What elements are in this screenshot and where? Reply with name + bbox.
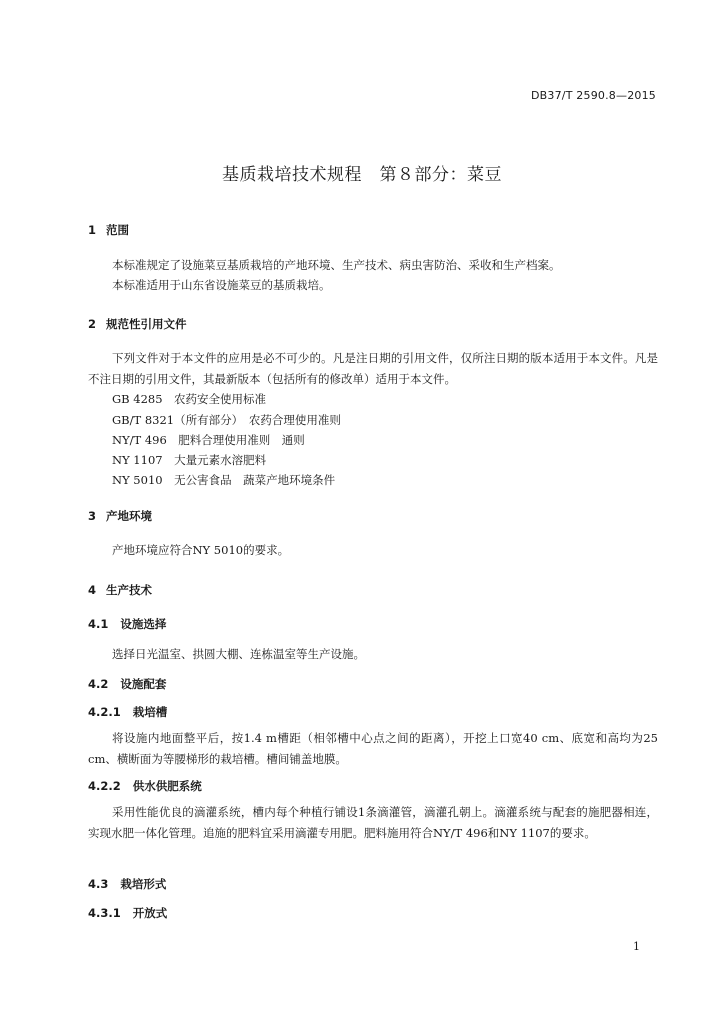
- standard-code: DB37/T 2590.8—2015: [530, 89, 656, 102]
- section-number: 4: [88, 583, 97, 597]
- reference-item: GB 4285 农药安全使用标准: [112, 392, 267, 406]
- reference-item: NY 1107 大量元素水溶肥料: [112, 453, 267, 467]
- subsection-4-2-heading: [88, 676, 166, 692]
- paragraph: 下列文件对于本文件的应用是必不可少的。凡是注日期的引用文件，仅所注日期的版本适用于本文件。凡是不注日期的引用文件，其最新版本（包括所有的修改单）适用于本文件。: [88, 351, 658, 386]
- section-title: 生产技术: [106, 583, 152, 597]
- paragraph: 将设施内地面整平后，按1.4 m槽距（相邻槽中心点之间的距离），开挖上口宽40 cm、底宽和高均为25 cm、横断面为等腰梯形的栽培槽。槽间铺盖地膜。: [88, 731, 658, 766]
- section-title: 栽培槽: [132, 705, 168, 719]
- section-3-heading: [88, 508, 152, 524]
- paragraph: 采用性能优良的滴灌系统，槽内每个种植行铺设1条滴灌管，滴灌孔朝上。滴灌系统与配套的施肥器相连，实现水肥一体化管理。追施的肥料宜采用滴灌专用肥。肥料施用符合NY/T 496和NY 1107的要求。: [88, 805, 658, 840]
- section-title: 开放式: [132, 906, 168, 920]
- section-4-heading: [88, 582, 152, 598]
- section-1-heading: [88, 222, 129, 238]
- section-title: 范围: [106, 223, 129, 237]
- section-title: 规范性引用文件: [106, 317, 187, 331]
- subsection-4-2-2-heading: [88, 778, 202, 794]
- section-2-heading: [88, 316, 187, 332]
- section-number: 2: [88, 317, 97, 331]
- paragraph: 本标准规定了设施菜豆基质栽培的产地环境、生产技术、病虫害防治、采收和生产档案。: [112, 258, 561, 272]
- section-title: 栽培形式: [120, 877, 167, 891]
- section-title: 设施选择: [120, 617, 167, 631]
- subsection-4-2-1-heading: [88, 704, 167, 720]
- section-title: 产地环境: [106, 509, 152, 523]
- section-number: 4.1: [88, 617, 109, 631]
- section-number: 4.3: [88, 877, 109, 891]
- section-number: 3: [88, 509, 97, 523]
- section-number: 4.2.2: [88, 779, 121, 793]
- page-number: 1: [633, 940, 640, 953]
- section-number: 1: [88, 223, 97, 237]
- reference-item: NY 5010 无公害食品 蔬菜产地环境条件: [112, 473, 336, 487]
- paragraph: 本标准适用于山东省设施菜豆的基质栽培。: [112, 278, 331, 292]
- reference-item: GB/T 8321（所有部分） 农药合理使用准则: [112, 413, 341, 427]
- subsection-4-3-heading: [88, 876, 166, 892]
- paragraph: 选择日光温室、拱圆大棚、连栋温室等生产设施。: [112, 647, 365, 661]
- section-title: 供水供肥系统: [132, 779, 202, 793]
- document-title: 基质栽培技术规程 第８部分：菜豆: [222, 165, 502, 185]
- section-number: 4.3.1: [88, 906, 121, 920]
- subsection-4-1-heading: [88, 616, 166, 632]
- section-number: 4.2: [88, 677, 109, 691]
- section-number: 4.2.1: [88, 705, 121, 719]
- paragraph: 产地环境应符合NY 5010的要求。: [112, 543, 290, 557]
- reference-item: NY/T 496 肥料合理使用准则 通则: [112, 433, 305, 447]
- section-title: 设施配套: [120, 677, 167, 691]
- subsection-4-3-1-heading: [88, 905, 167, 921]
